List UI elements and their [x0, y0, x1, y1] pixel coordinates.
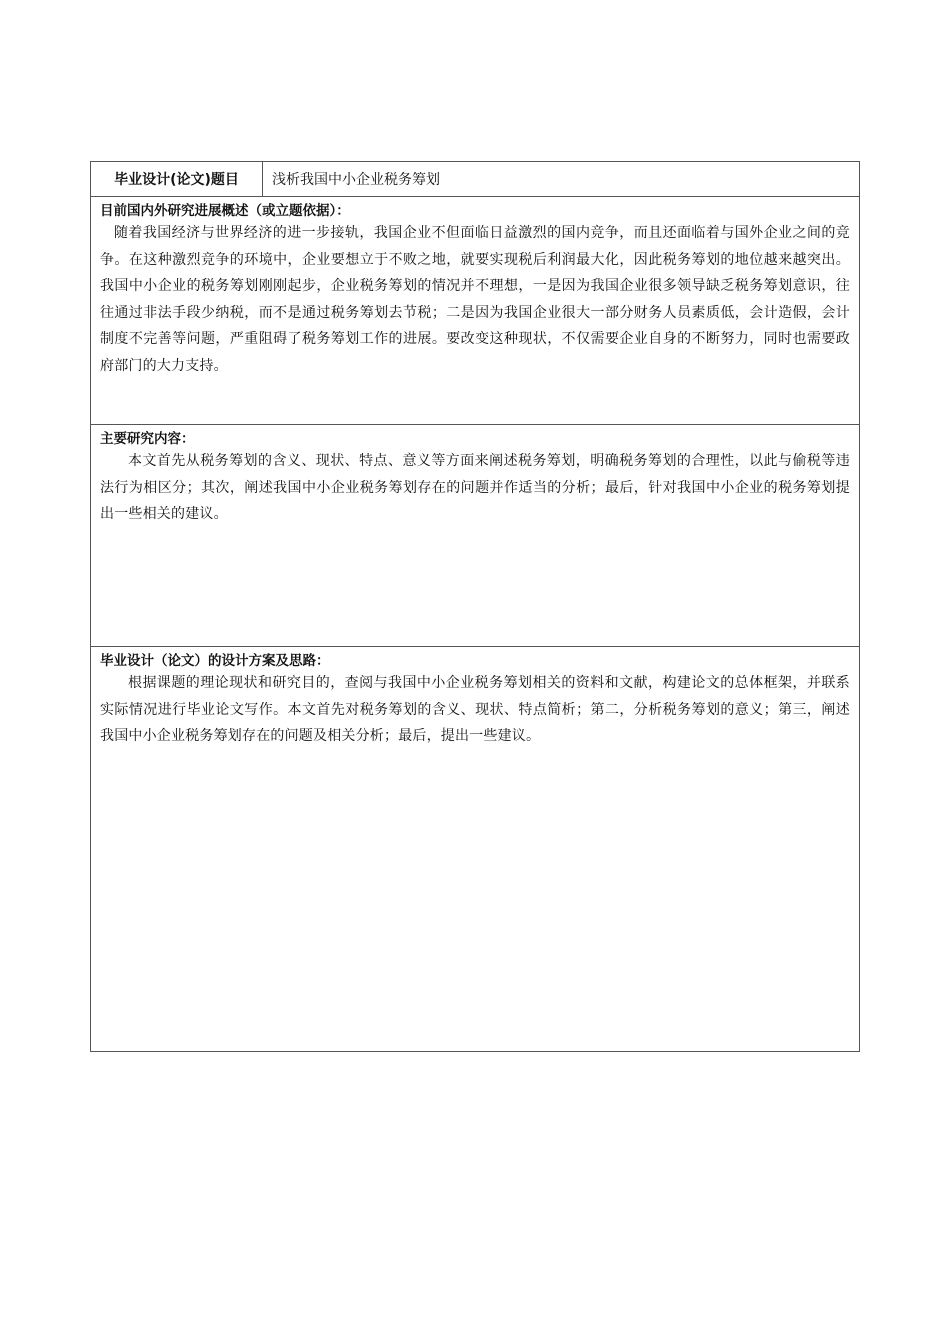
thesis-title-label: 毕业设计(论文)题目: [91, 162, 263, 196]
proposal-form-table: [90, 161, 860, 1052]
design-plan-section: [91, 647, 859, 1051]
design-plan-text: 根据课题的理论现状和研究目的，查阅与我国中小企业税务筹划相关的资料和文献，构建论文的总体框架，并联系实际情况进行毕业论文写作。本文首先对税务筹划的含义、现状、特点简析；第二，分析税务筹划的意义；第三，阐述我国中小企业税务筹划存在的问题及相关分析；最后，提出一些建议。: [100, 675, 850, 744]
research-background-heading: 目前国内外研究进展概述（或立题依据）：: [100, 203, 350, 219]
main-content-section: [91, 425, 859, 647]
thesis-title-row: [91, 162, 859, 197]
research-background-text: 随着我国经济与世界经济的进一步接轨，我国企业不但面临日益激烈的国内竞争，而且还面临着与国外企业之间的竞争。在这种激烈竞争的环境中，企业要想立于不败之地，就要实现税后利润最大化，因此税务筹划的地位越来越突出。我国中小企业的税务筹划刚刚起步，企业税务筹划的情况并不理想，一是因为我国企业很多领导缺乏税务筹划意识，往往通过非法手段少纳税，而不是通过税务筹划去节税；二是因为我国企业很大一部分财务人员素质低，会计造假，会计制度不完善等问题，严重阻碍了税务筹划工作的进展。要改变这种现状，不仅需要企业自身的不断努力，同时也需要政府部门的大力支持。: [100, 225, 850, 374]
main-content-heading: 主要研究内容：: [100, 431, 195, 447]
thesis-title-value: 浅析我国中小企业税务筹划: [272, 172, 440, 188]
design-plan-heading: 毕业设计（论文）的设计方案及思路：: [100, 653, 330, 669]
research-background-section: [91, 197, 859, 425]
main-content-text: 本文首先从税务筹划的含义、现状、特点、意义等方面来阐述税务筹划，明确税务筹划的合理性，以此与偷税等违法行为相区分；其次，阐述我国中小企业税务筹划存在的问题并作适当的分析；最后，针对我国中小企业的税务筹划提出一些相关的建议。: [100, 453, 850, 522]
